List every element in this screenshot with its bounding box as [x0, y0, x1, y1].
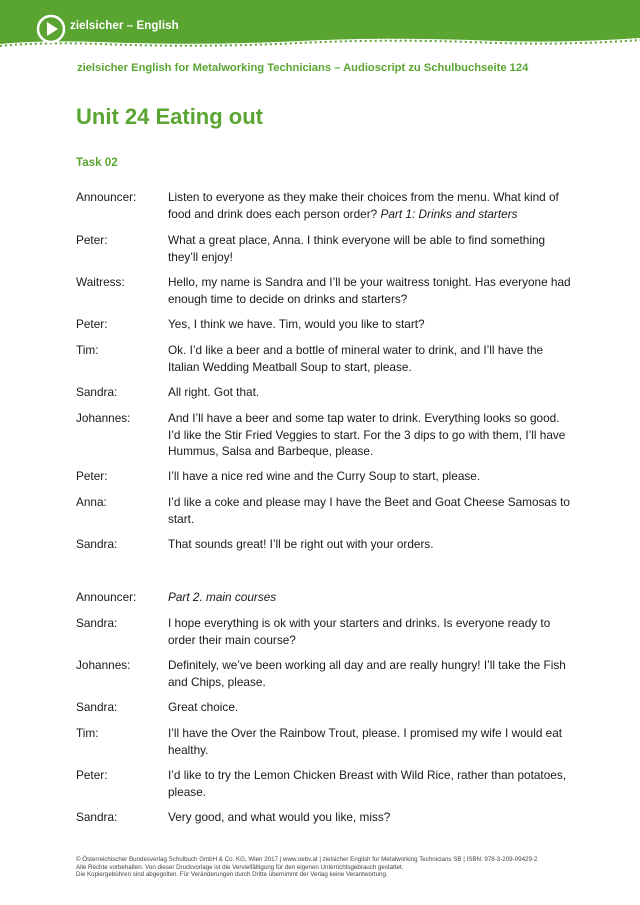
dialogue-text: [168, 699, 573, 716]
dialogue-text-main: I’d like to try the Lemon Chicken Breast with Wild Rice, rather than potatoes, please.: [168, 768, 567, 799]
footer-line: © Österreichischer Bundesverlag Schulbuch GmbH & Co. KG, Wien 2017 | www.oebv.at | zielsicher English for Metalworking Technicians SB | ISBN: 978-3-209-09429-2: [76, 856, 538, 863]
dialogue-text-main: I’ll have a nice red wine and the Curry Soup to start, please.: [168, 469, 481, 483]
dialogue-text: [168, 767, 573, 800]
dialogue-text-italic: Part 2. main courses: [168, 590, 277, 604]
speaker-name: Announcer:: [76, 590, 137, 604]
dialogue-text: [168, 589, 573, 606]
dialogue-text-main: What a great place, Anna. I think everyone will be able to find something they’ll enjoy!: [168, 233, 546, 264]
dialogue-text: [168, 232, 573, 265]
speaker-name: Anna:: [76, 495, 107, 509]
speaker-name: Sandra:: [76, 700, 118, 714]
dialogue-text: [168, 274, 573, 307]
task-heading: Task 02: [76, 156, 118, 169]
speaker-name: Sandra:: [76, 385, 118, 399]
dialogue-text: [168, 615, 573, 648]
dialogue-text-main: I hope everything is ok with your starters and drinks. Is everyone ready to order their main course?: [168, 616, 551, 647]
dialogue-text: [168, 536, 573, 553]
dialogue-text: [168, 725, 573, 758]
dialogue-text-main: I’d like a coke and please may I have the Beet and Goat Cheese Samosas to start.: [168, 495, 570, 526]
speaker-name: Sandra:: [76, 810, 118, 824]
speaker-name: Waitress:: [76, 275, 125, 289]
speaker-name: Sandra:: [76, 616, 118, 630]
dialogue-text-main: All right. Got that.: [168, 385, 260, 399]
footer: [76, 856, 576, 879]
speaker-name: Announcer:: [76, 190, 137, 204]
speaker-name: Johannes:: [76, 658, 131, 672]
dialogue-text: [168, 189, 573, 222]
dialogue-text-main: Ok. I’d like a beer and a bottle of mineral water to drink, and I’ll have the Italian Wedding Meatball Soup to start, please.: [168, 343, 544, 374]
dialogue-text-main: I’ll have the Over the Rainbow Trout, please. I promised my wife I would eat healthy.: [168, 726, 563, 757]
dialogue-text-main: And I’ll have a beer and some tap water to drink. Everything looks so good. I’d like the Stir Fried Veggies to start. For the 3 dips to go with them, I’ll have Hummus, Salsa and Barbeque, please.: [168, 411, 566, 459]
dialogue-text: [168, 809, 573, 826]
page-title: Unit 24 Eating out: [76, 104, 263, 129]
speaker-name: Johannes:: [76, 411, 131, 425]
dialogue-text: [168, 316, 573, 333]
dialogue-text-main: That sounds great! I’ll be right out with your orders.: [168, 537, 434, 551]
dialogue-text-main: Very good, and what would you like, miss?: [168, 810, 391, 824]
dialogue-text-main: Listen to everyone as they make their choices from the menu. What kind of food and drink does each person order?: [168, 190, 559, 221]
speaker-name: Peter:: [76, 768, 108, 782]
speaker-name: Peter:: [76, 233, 108, 247]
dialogue-text-main: Definitely, we’ve been working all day and are really hungry! I’ll take the Fish and Chips, please.: [168, 658, 566, 689]
speaker-name: Tim:: [76, 726, 99, 740]
play-logo-icon: [36, 14, 66, 44]
speaker-name: Tim:: [76, 343, 99, 357]
dialogue-text: [168, 657, 573, 690]
dialogue-text: [168, 410, 573, 460]
dialogue-text-main: Great choice.: [168, 700, 239, 714]
dialogue-text-main: Yes, I think we have. Tim, would you like to start?: [168, 317, 425, 331]
footer-line: Die Kopiergebühren sind abgegolten. Für Veränderungen durch Dritte übernimmt der Verlag keine Verantwortung.: [76, 871, 388, 879]
speaker-name: Peter:: [76, 469, 108, 483]
speaker-name: Peter:: [76, 317, 108, 331]
dialogue-text: [168, 342, 573, 375]
dialogue-text-italic: Part 1: Drinks and starters: [380, 206, 518, 221]
brand-name: zielsicher – English: [70, 20, 179, 32]
dialogue-text: [168, 468, 573, 485]
dialogue-text-main: Hello, my name is Sandra and I’ll be your waitress tonight. Has everyone had enough time to decide on drinks and starters?: [168, 275, 571, 306]
dialogue-text: [168, 384, 573, 401]
speaker-name: Sandra:: [76, 537, 118, 551]
dialogue-text: [168, 494, 573, 527]
footer-line: Alle Rechte vorbehalten. Von dieser Druckvorlage ist die Vervielfältigung für den eigenen Unterrichtsgebrauch gestattet.: [76, 863, 404, 871]
page-subtitle: zielsicher English for Metalworking Technicians – Audioscript zu Schulbuchseite 124: [77, 62, 529, 74]
